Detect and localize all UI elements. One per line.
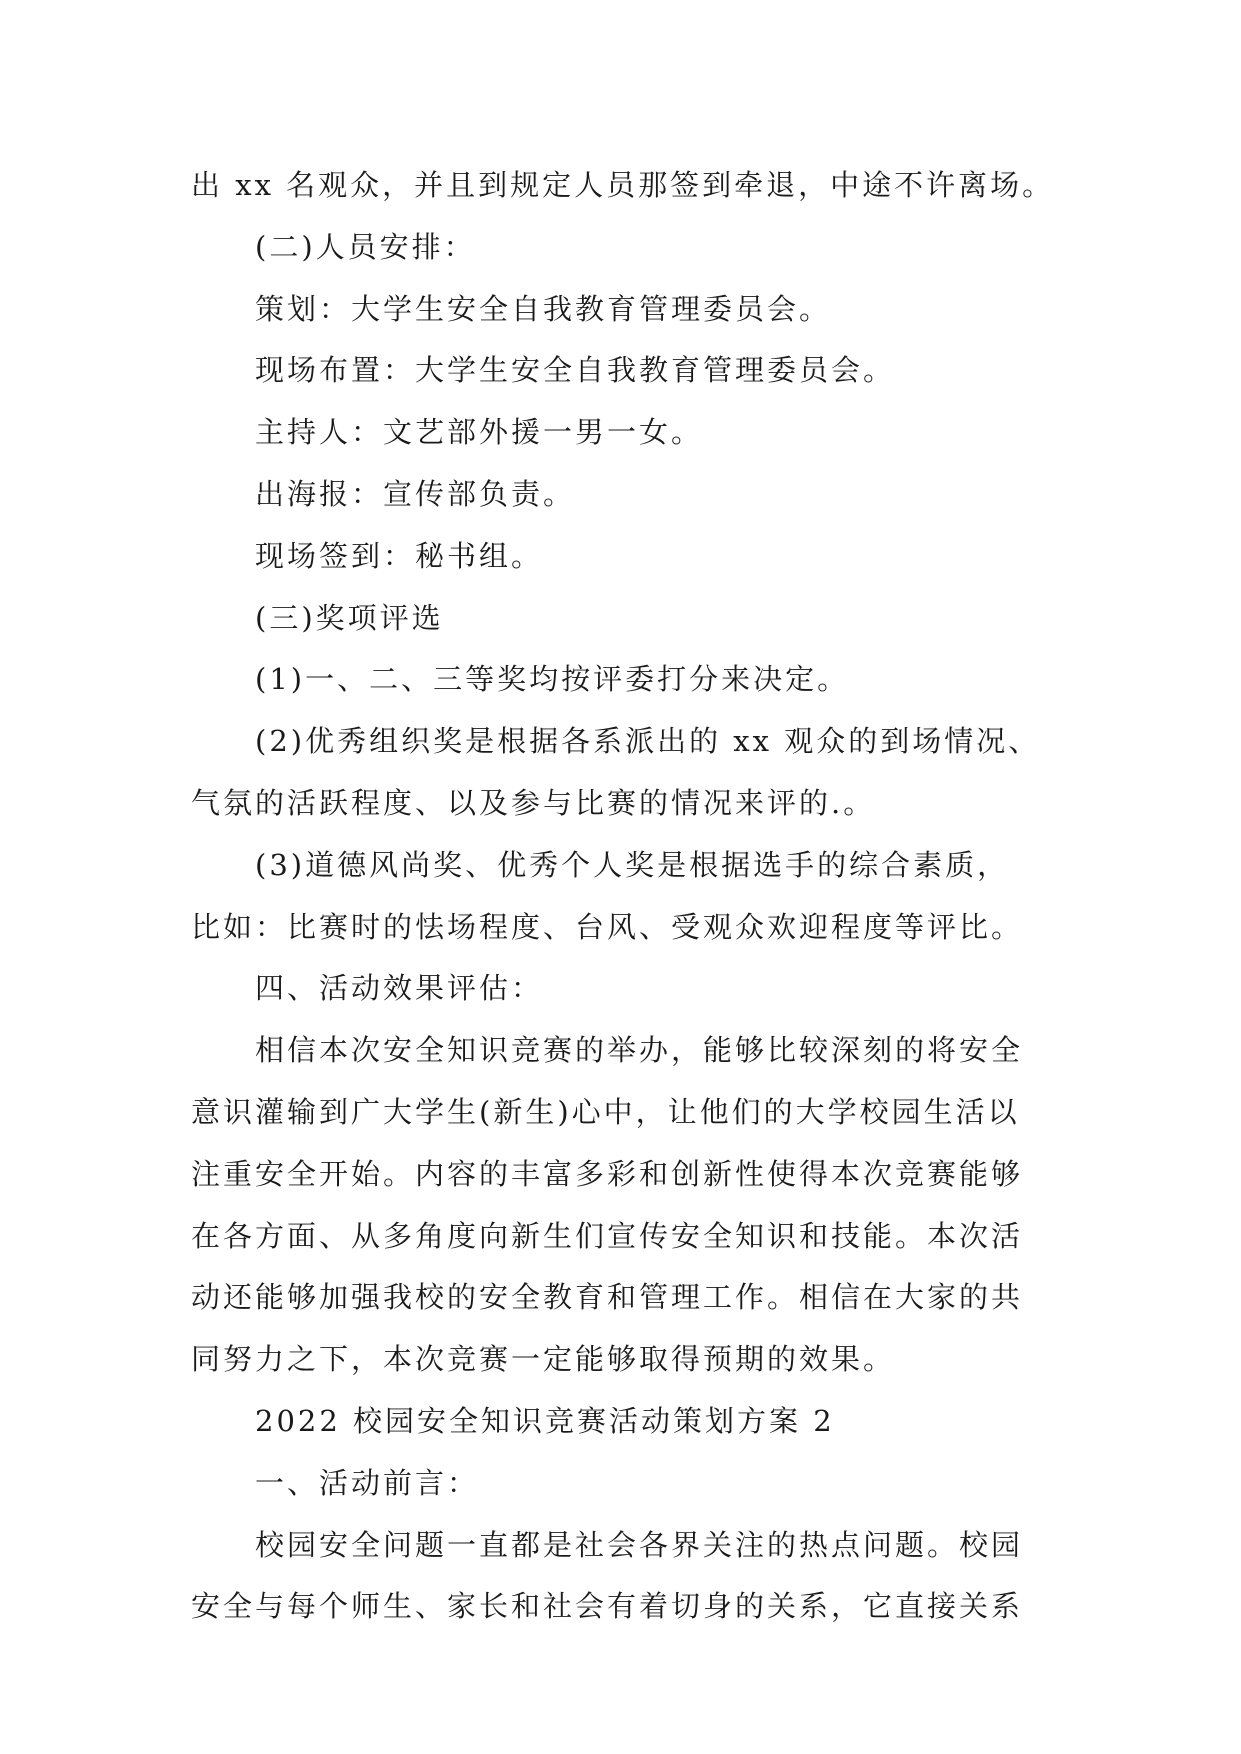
paragraph-line: 现场布置：大学生安全自我教育管理委员会。 bbox=[255, 353, 896, 388]
paragraph-line: (二)人员安排： bbox=[255, 229, 476, 264]
paragraph-line: 出 xx 名观众，并且到规定人员那签到牵退，中途不许离场。 bbox=[191, 168, 1055, 202]
paragraph-line: 出海报：宣传部负责。 bbox=[255, 476, 576, 511]
paragraph-line: 现场签到：秘书组。 bbox=[255, 538, 544, 573]
paragraph-line: 相信本次安全知识竞赛的举办，能够比较深刻的将安全 bbox=[255, 1033, 1024, 1068]
paragraph-line: 校园安全问题一直都是社会各界关注的热点问题。校园 bbox=[255, 1527, 1024, 1562]
paragraph-line: 安全与每个师生、家长和社会有着切身的关系，它直接关系 bbox=[191, 1589, 1024, 1624]
paragraph-line: 比如：比赛时的怯场程度、台风、受观众欢迎程度等评比。 bbox=[191, 909, 1024, 944]
paragraph-line: (三)奖项评选 bbox=[255, 600, 444, 635]
paragraph-line: 一、活动前言： bbox=[255, 1465, 480, 1500]
paragraph-line: (3)道德风尚奖、优秀个人奖是根据选手的综合素质， bbox=[255, 847, 1010, 882]
paragraph-line: 在各方面、从多角度向新生们宣传安全知识和技能。本次活 bbox=[191, 1218, 1024, 1253]
paragraph-line: 气氛的活跃程度、以及参与比赛的情况来评的.。 bbox=[191, 785, 876, 820]
section-title: 2022 校园安全知识竞赛活动策划方案 2 bbox=[255, 1403, 835, 1438]
paragraph-line: (2)优秀组织奖是根据各系派出的 xx 观众的到场情况、 bbox=[255, 724, 1041, 759]
paragraph-line: 意识灌输到广大学生(新生)心中，让他们的大学校园生活以 bbox=[191, 1094, 1020, 1129]
paragraph-line: (1)一、二、三等奖均按评委打分来决定。 bbox=[255, 662, 850, 697]
document-body bbox=[191, 155, 1071, 1638]
paragraph-line: 策划：大学生安全自我教育管理委员会。 bbox=[255, 291, 832, 326]
paragraph-line: 主持人：文艺部外援一男一女。 bbox=[255, 415, 704, 450]
paragraph-line: 同努力之下，本次竞赛一定能够取得预期的效果。 bbox=[191, 1342, 896, 1377]
paragraph-line: 注重安全开始。内容的丰富多彩和创新性使得本次竞赛能够 bbox=[191, 1156, 1024, 1191]
paragraph-line: 四、活动效果评估： bbox=[255, 971, 544, 1006]
paragraph-line: 动还能够加强我校的安全教育和管理工作。相信在大家的共 bbox=[191, 1280, 1024, 1315]
